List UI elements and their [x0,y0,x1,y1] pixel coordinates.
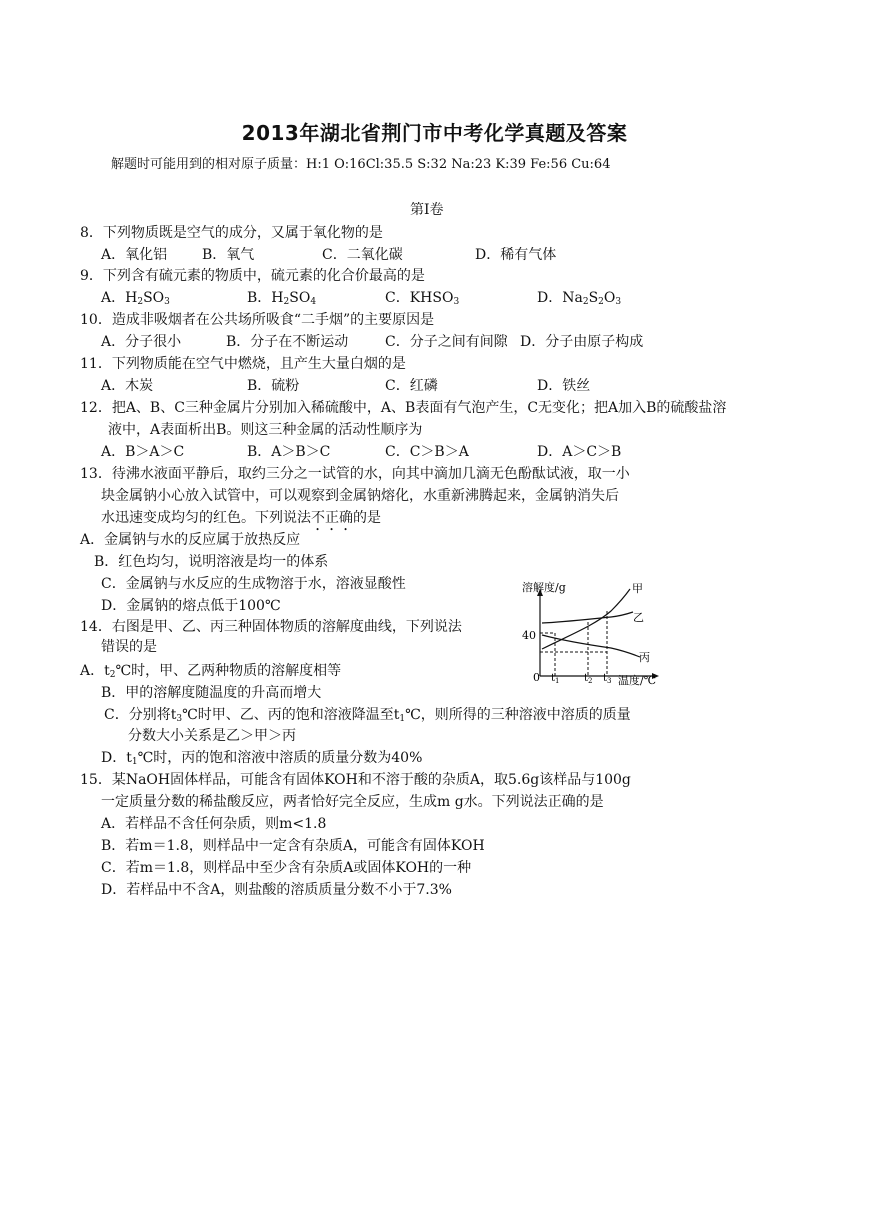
t2-label: $t_2$ [584,673,593,685]
q15-option-a: A．若样品不含任何杂质，则m<1.8 [101,816,327,832]
q9-option-c: C．$KHSO_3$ [385,290,460,307]
q15-option-c: C．若m＝1.8，则样品中至少含有杂质A或固体KOH的一种 [101,860,472,876]
q14-option-d: D．$t_1℃$时，丙的饱和溶液中溶质的质量分数为40% [101,750,423,767]
q11-option-c: C．红磷 [385,378,438,394]
q14-option-c-line2: 分数大小关系是乙＞甲＞丙 [128,728,296,744]
y-tick-40: 40 [522,629,536,642]
q14-option-a: A．$t_2℃$时，甲、乙两种物质的溶解度相等 [80,663,342,680]
q12-stem-line1: 12．把A、B、C三种金属片分别加入稀硫酸中，A、B表面有气泡产生，C无变化；把A加入B的硫酸盐溶 [80,400,727,416]
origin-label: 0 [533,671,540,684]
q12-option-d: D．A＞C＞B [537,444,622,460]
curve-label-bing: 丙 [639,651,650,664]
q15-option-d: D．若样品中不含A，则盐酸的溶质质量分数不小于7.3% [101,882,452,898]
q12-option-c: C．C＞B＞A [385,444,469,460]
q13-stem-line2: 块金属钠小心放入试管中，可以观察到金属钠熔化，水重新沸腾起来，金属钠消失后 [101,488,619,504]
q10-option-b: B．分子在不断运动 [226,334,349,350]
q11-stem: 11．下列物质能在空气中燃烧，且产生大量白烟的是 [80,356,406,372]
section-heading: 第Ⅰ卷 [410,202,444,218]
page-title: 2013年湖北省荆门市中考化学真题及答案 [241,121,628,145]
q14-option-b: B．甲的溶解度随温度的升高而增大 [101,685,322,701]
q12-option-a: A．B＞A＞C [101,444,185,460]
y-axis-label: 溶解度/g [522,581,566,594]
q11-option-d: D．铁丝 [537,378,591,394]
emphasis-not-correct: 不正确 [311,510,353,526]
q15-stem-line2: 一定质量分数的稀盐酸反应，两者恰好完全反应，生成m g水。下列说法正确的是 [101,794,604,810]
q8-stem: 8．下列物质既是空气的成分，又属于氧化物的是 [80,225,383,241]
q11-option-b: B．硫粉 [247,378,300,394]
q10-option-c: C．分子之间有间隙 [385,334,508,350]
q14-stem-line2: 错误的是 [101,639,157,655]
q9-option-d: D．$Na_2S_2O_3$ [537,290,622,307]
q8-option-d: D．稀有气体 [475,247,557,263]
q15-option-b: B．若m＝1.8，则样品中一定含有杂质A，可能含有固体KOH [101,838,485,854]
q15-stem-line1: 15．某NaOH固体样品，可能含有固体KOH和不溶于酸的杂质A，取5.6g该样品与100g [80,772,631,788]
q8-option-c: C．二氧化碳 [322,247,403,263]
q9-option-a: A．$H_2SO_3$ [101,290,170,307]
q13-stem-line1: 13．待沸水液面平静后，取约三分之一试管的水，向其中滴加几滴无色酚酞试液，取一小 [80,466,630,482]
q8-option-a: A．氧化铝 [101,247,168,263]
q10-option-a: A．分子很小 [101,334,182,350]
q10-option-d: D．分子由原子构成 [520,334,644,350]
solubility-curve-figure [515,575,675,690]
atomic-masses: 解题时可能用到的相对原子质量：H:1 O:16Cl:35.5 S:32 Na:23 K:39 Fe:56 Cu:64 [111,157,611,172]
q13-option-a: A．金属钠与水的反应属于放热反应 [80,532,301,548]
q13-stem-line3: 水迅速变成均匀的红色。下列说法不正确的是 [101,510,381,526]
t1-label: $t_1$ [551,673,560,685]
q11-option-a: A．木炭 [101,378,154,394]
curve-label-yi: 乙 [633,611,644,624]
q10-stem: 10．造成非吸烟者在公共场所吸食“二手烟”的主要原因是 [80,312,435,328]
q13-option-b: B．红色均匀，说明溶液是均一的体系 [94,554,329,570]
x-axis-label: 温度/℃ [618,674,657,687]
q13-option-d: D．金属钠的熔点低于100℃ [101,598,281,614]
q14-stem-line1: 14．右图是甲、乙、丙三种固体物质的溶解度曲线，下列说法 [80,619,462,635]
curve-label-jia: 甲 [632,582,643,595]
curve-bing [542,635,640,657]
t3-label: $t_3$ [603,673,612,685]
q9-option-b: B．$H_2SO_4$ [247,290,317,307]
q14-option-c-line1: C．分别将$t_3℃$时甲、乙、丙的饱和溶液降温至$t_1℃$，则所得的三种溶液中溶质的质量 [104,707,631,724]
q12-stem-line2: 液中，A表面析出B。则这三种金属的活动性顺序为 [108,422,423,438]
curve-yi [542,612,633,623]
q8-option-b: B．氧气 [202,247,255,263]
q12-option-b: B．A＞B＞C [247,444,331,460]
q13-option-c: C．金属钠与水反应的生成物溶于水，溶液显酸性 [101,576,406,592]
q9-stem: 9．下列含有硫元素的物质中，硫元素的化合价最高的是 [80,268,425,284]
